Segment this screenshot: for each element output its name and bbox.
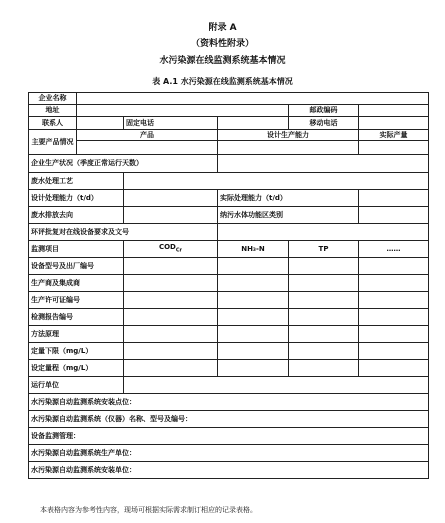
mobile-value — [359, 117, 429, 130]
cod-text: COD — [158, 242, 176, 251]
report-no-label: 检测报告编号 — [29, 309, 124, 326]
tp-header: TP — [289, 241, 359, 258]
design-capacity-t-label: 设计处理能力（t/d） — [29, 190, 124, 207]
cod-header — [124, 241, 218, 258]
table-row — [29, 394, 429, 411]
table-row — [29, 462, 429, 479]
table-row — [29, 173, 429, 190]
address-label: 地址 — [29, 105, 77, 117]
company-name-label: 企业名称 — [29, 93, 77, 105]
design-capacity-header: 设计生产能力 — [218, 130, 359, 141]
system-manufacturer-label: 水污染源自动监测系统生产单位： — [29, 445, 429, 462]
instrument-info-label: 水污染源自动监测系统（仪器）名称、型号及编号： — [29, 411, 429, 428]
product-header: 产品 — [77, 130, 218, 141]
manufacturer-label: 生产商及集成商 — [29, 275, 124, 292]
table-row — [29, 117, 429, 130]
range-label: 设定量程（mg/L） — [29, 360, 124, 377]
eia-doc-value — [218, 224, 429, 241]
table-row — [29, 130, 429, 141]
treatment-process-label: 废水处理工艺 — [29, 173, 124, 190]
appendix-title: 水污染源在线监测系统基本情况 — [159, 56, 286, 66]
table-row — [29, 155, 429, 173]
eia-doc-label: 环评批复对在线设备要求及文号 — [29, 224, 218, 241]
table-row — [29, 326, 429, 343]
receiving-water-value — [359, 207, 429, 224]
table-row — [29, 309, 429, 326]
table-row — [29, 258, 429, 275]
landline-value — [218, 117, 289, 130]
mobile-label: 移动电话 — [289, 117, 359, 130]
table-row — [29, 275, 429, 292]
install-location-label: 水污染源自动监测系统安装点位： — [29, 394, 429, 411]
actual-output-header: 实际产量 — [359, 130, 429, 141]
equipment-manager-label: 设备监测管理： — [29, 428, 429, 445]
table-row — [29, 207, 429, 224]
cod-subscript: Cr — [175, 247, 183, 254]
appendix-type: （资料性附录） — [190, 39, 254, 49]
address-value — [77, 105, 289, 117]
design-capacity-value — [218, 141, 359, 155]
table-row — [29, 141, 429, 155]
system-installer-label: 水污染源自动监测系统安装单位： — [29, 462, 429, 479]
table-row — [29, 360, 429, 377]
model-serial-label: 设备型号及出厂编号 — [29, 258, 124, 275]
contact-label: 联系人 — [29, 117, 77, 130]
table-caption: 表 A.1 水污染源在线监测系统基本情况 — [152, 77, 293, 86]
company-name-value — [77, 93, 429, 105]
design-capacity-t-value — [124, 190, 218, 207]
table-row — [29, 105, 429, 117]
ellipsis-header: …… — [359, 241, 429, 258]
operator-label: 运行单位 — [29, 377, 124, 394]
basic-info-table — [28, 92, 429, 479]
table-row — [29, 292, 429, 309]
table-row — [29, 224, 429, 241]
method-label: 方法原理 — [29, 326, 124, 343]
main-products-label: 主要产品情况 — [29, 130, 77, 155]
license-no-label: 生产许可证编号 — [29, 292, 124, 309]
table-row — [29, 428, 429, 445]
appendix-label: 附录 A — [208, 23, 237, 33]
table-row — [29, 93, 429, 105]
treatment-process-value — [124, 173, 429, 190]
table-row — [29, 377, 429, 394]
contact-value — [77, 117, 124, 130]
actual-output-value — [359, 141, 429, 155]
discharge-dest-value — [124, 207, 218, 224]
postcode-value — [359, 105, 429, 117]
landline-label: 固定电话 — [124, 117, 218, 130]
table-row — [29, 411, 429, 428]
table-row — [29, 241, 429, 258]
actual-capacity-t-label: 实际处理能力（t/d） — [218, 190, 359, 207]
monitoring-items-label: 监测项目 — [29, 241, 124, 258]
receiving-water-label: 纳污水体功能区类别 — [218, 207, 359, 224]
production-status-value — [218, 155, 429, 173]
actual-capacity-t-value — [359, 190, 429, 207]
lod-label: 定量下限（mg/L） — [29, 343, 124, 360]
postcode-label: 邮政编码 — [289, 105, 359, 117]
table-row — [29, 343, 429, 360]
discharge-dest-label: 废水排放去向 — [29, 207, 124, 224]
nh3n-header: NH₃-N — [218, 241, 289, 258]
table-note: 本表格内容为参考性内容，现场可根据实际需求制订相应的记录表格。 — [40, 506, 257, 514]
product-value — [77, 141, 218, 155]
production-status-label: 企业生产状况（季度正常运行天数） — [29, 155, 218, 173]
table-row — [29, 190, 429, 207]
table-row — [29, 445, 429, 462]
